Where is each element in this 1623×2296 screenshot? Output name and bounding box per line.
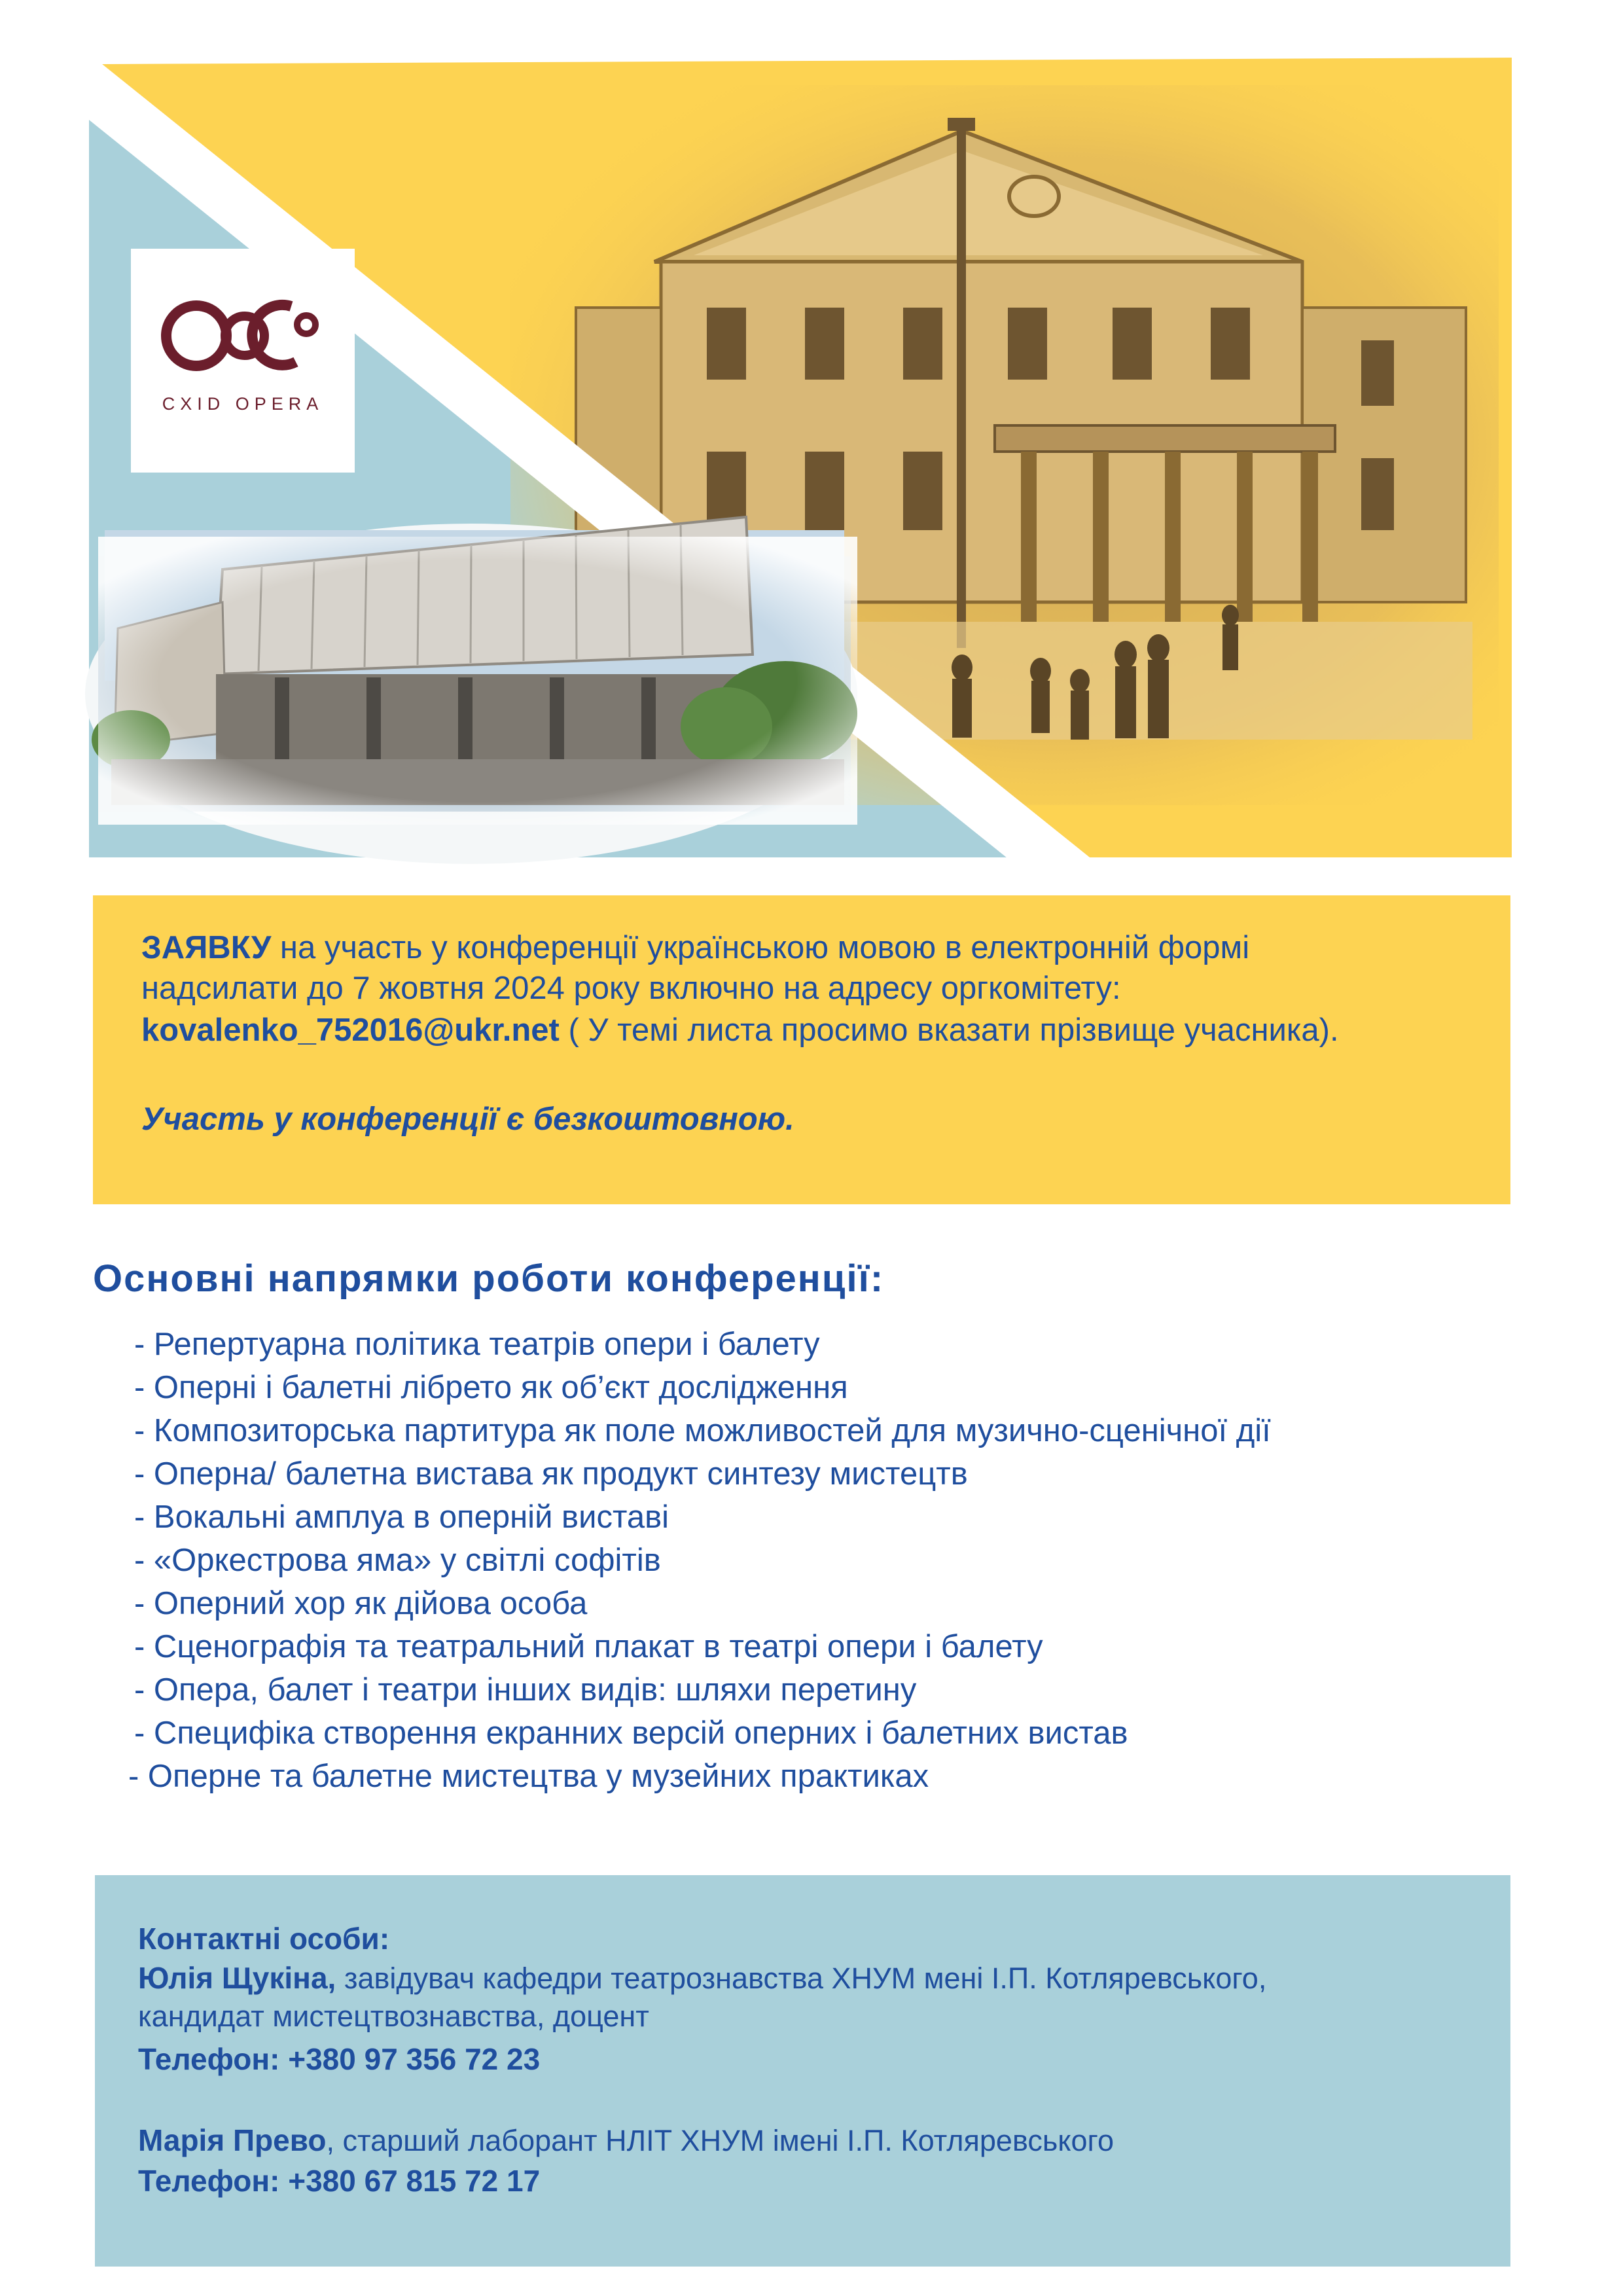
direction-item: - Оперне та балетне мистецтва у музейних практиках <box>128 1759 929 1794</box>
application-line-2: надсилати до 7 жовтня 2024 року включно на адресу оргкомітету: <box>141 971 1121 1006</box>
contacts-block <box>95 1875 1510 2267</box>
direction-item: - Сценографія та театральний плакат в театрі опери і балету <box>134 1629 1043 1664</box>
email-subject-note: ( У темі листа просимо вказати прізвище учасника). <box>559 1013 1339 1048</box>
application-keyword: ЗАЯВКУ <box>141 930 272 965</box>
direction-item: - «Оркестрова яма» у світлі софітів <box>134 1543 661 1578</box>
modern-opera-building-photo <box>85 517 857 864</box>
application-line-1 <box>141 929 1249 966</box>
direction-item: - Вокальні амплуа в оперній виставі <box>134 1499 669 1535</box>
direction-item: - Оперні і балетні лібрето як об’єкт дослідження <box>134 1370 848 1405</box>
contact-person-1-degree: кандидат мистецтвознавства, доцент <box>138 2000 649 2033</box>
logo <box>131 249 355 473</box>
contact-person-2-phone[interactable]: Телефон: +380 67 815 72 17 <box>138 2164 541 2198</box>
contacts-title: Контактні особи: <box>138 1922 390 1956</box>
contact-person-2 <box>138 2123 1114 2158</box>
free-participation-note: Участь у конференції є безкоштовною. <box>141 1102 794 1137</box>
contact-person-1 <box>138 1960 1266 1996</box>
directions-title: Основні напрямки роботи конференції: <box>93 1257 885 1300</box>
contact-person-1-role: завідувач кафедри театрознавства ХНУМ мені І.П. Котляревського, <box>336 1962 1267 1995</box>
contact-person-1-name: Юлія Щукіна, <box>138 1961 336 1995</box>
direction-item: - Опера, балет і театри інших видів: шляхи перетину <box>134 1672 917 1708</box>
direction-item: - Специфіка створення екранних версій оперних і балетних вистав <box>134 1715 1128 1751</box>
application-info-block <box>93 895 1510 1204</box>
logo-text: CXID OPERA <box>162 394 324 414</box>
application-line-3 <box>141 1012 1339 1049</box>
direction-item: - Оперний хор як дійова особа <box>134 1586 588 1621</box>
contact-person-1-phone[interactable]: Телефон: +380 97 356 72 23 <box>138 2042 541 2076</box>
direction-item: - Оперна/ балетна вистава як продукт синтезу мистецтв <box>134 1456 968 1492</box>
direction-item: - Композиторська партитура як поле можливостей для музично-сценічної дії <box>134 1413 1271 1448</box>
organizer-email-link[interactable]: kovalenko_752016@ukr.net <box>141 1013 560 1048</box>
contact-person-2-name: Марія Прево <box>138 2123 327 2157</box>
application-line-1-text: на участь у конференції українською мовою в електронній формі <box>271 930 1250 965</box>
contact-person-2-role: , старший лаборант НЛІТ ХНУМ імені І.П. Котляревського <box>326 2124 1114 2157</box>
cxid-opera-logo-icon <box>157 287 329 385</box>
direction-item: - Репертуарна політика театрів опери і балету <box>134 1327 820 1362</box>
